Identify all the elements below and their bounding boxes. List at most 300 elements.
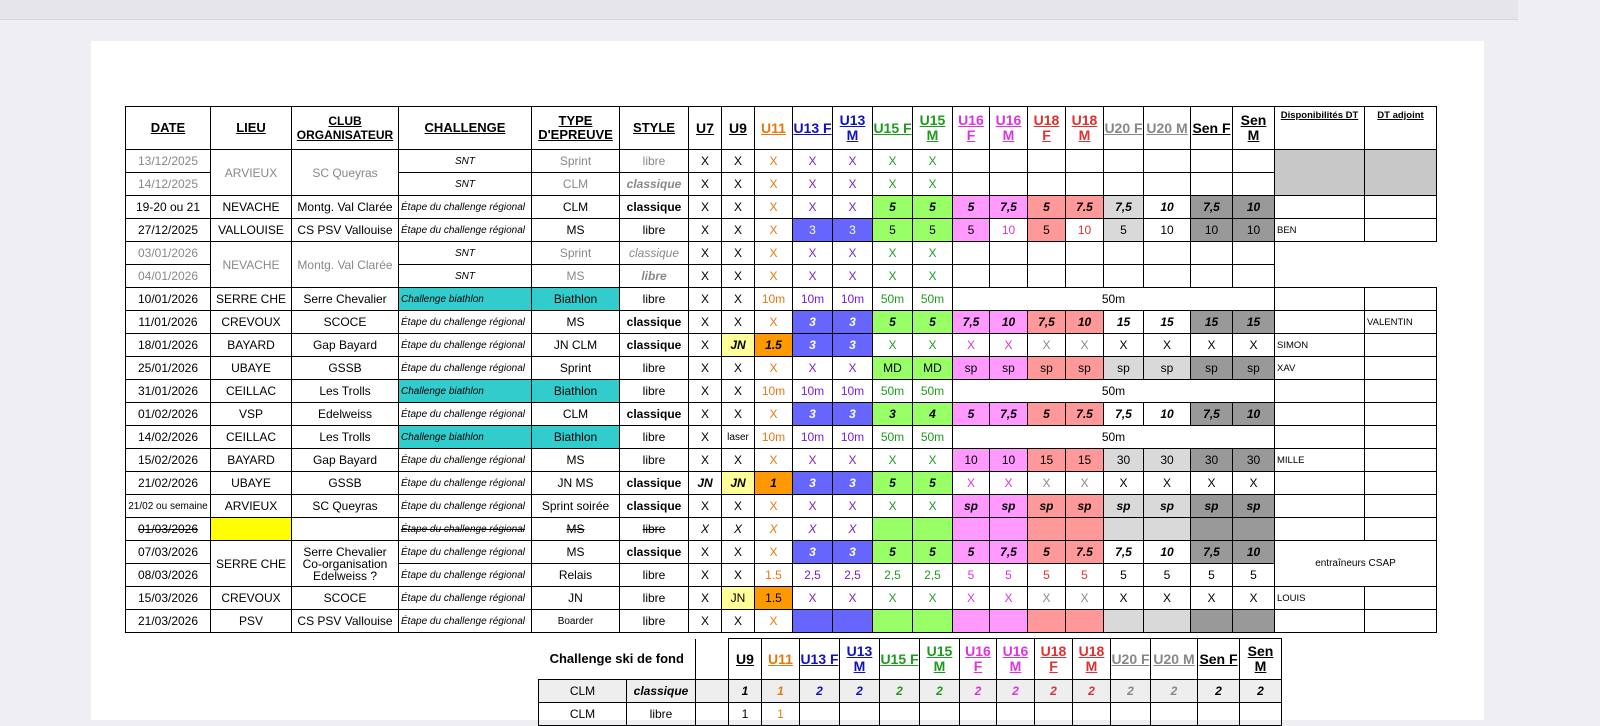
cell-category [793, 610, 833, 633]
ski-cell-points [920, 703, 960, 726]
ski-cell-points [1035, 703, 1073, 726]
cell-category [1028, 265, 1066, 288]
table-row [126, 150, 1437, 173]
col-senf: Sen F [1191, 107, 1233, 150]
cell-category [1104, 518, 1144, 541]
cell-lieu: CREVOUX [211, 587, 292, 610]
cell-category [990, 610, 1028, 633]
cell-style: libre [620, 150, 689, 173]
cell-category: 7,5 [990, 541, 1028, 564]
cell-category: X [722, 265, 755, 288]
cell-category: 3 [793, 219, 833, 242]
viewer-toolbar [0, 0, 1518, 20]
cell-category: X [873, 265, 913, 288]
ski-col-u15m: U15 M [920, 639, 960, 680]
cell-type: Boarder [532, 610, 620, 633]
cell-type: Relais [532, 564, 620, 587]
ski-cell-style: libre [627, 703, 696, 726]
cell-category [833, 610, 873, 633]
cell-category: 3 [793, 311, 833, 334]
cell-type: Sprint [532, 242, 620, 265]
ski-col-u18f: U18 F [1035, 639, 1073, 680]
cell-category: 1.5 [755, 587, 793, 610]
cell-dt-adjoint [1365, 587, 1437, 610]
cell-category: 7,5 [953, 311, 990, 334]
cell-challenge: Étape du challenge régional [399, 564, 532, 587]
cell-category: X [793, 495, 833, 518]
cell-dispo-dt [1275, 610, 1365, 633]
cell-category: 30 [1191, 449, 1233, 472]
cell-dt-adjoint [1365, 150, 1437, 196]
cell-lieu: PSV [211, 610, 292, 633]
col-u18m: U18 M [1066, 107, 1104, 150]
cell-category [1066, 173, 1104, 196]
cell-dispo-dt [1275, 495, 1365, 518]
cell-dt-adjoint [1365, 357, 1437, 380]
cell-category: X [1191, 334, 1233, 357]
cell-category: X [689, 357, 722, 380]
cell-type: JN [532, 587, 620, 610]
cell-dt-adjoint [1365, 334, 1437, 357]
cell-category: 10m [755, 426, 793, 449]
cell-category: X [755, 173, 793, 196]
cell-date: 25/01/2026 [126, 357, 211, 380]
table-row [126, 426, 1437, 449]
cell-category: X [1066, 587, 1104, 610]
cell-dispo-dt [1275, 472, 1365, 495]
cell-dt-adjoint [1365, 403, 1437, 426]
cell-date: 18/01/2026 [126, 334, 211, 357]
table-row [126, 380, 1437, 403]
cell-type: Sprint [532, 150, 620, 173]
cell-category: X [722, 288, 755, 311]
cell-category: X [689, 541, 722, 564]
ski-cell-blank [696, 680, 729, 703]
cell-dispo-dt [1275, 150, 1365, 196]
cell-category: 50m [913, 426, 953, 449]
cell-category [953, 265, 990, 288]
cell-category: X [689, 518, 722, 541]
table-row [126, 357, 1437, 380]
cell-category: 5 [873, 219, 913, 242]
cell-category: 50m [913, 288, 953, 311]
ski-cell-points: 2 [997, 680, 1035, 703]
cell-style: libre [620, 219, 689, 242]
cell-date: 11/01/2026 [126, 311, 211, 334]
cell-category: X [722, 196, 755, 219]
cell-category [990, 242, 1028, 265]
cell-category: 3 [793, 472, 833, 495]
col-date: DATE [126, 107, 211, 150]
cell-category: X [833, 495, 873, 518]
cell-category: 5 [953, 541, 990, 564]
cell-category: X [689, 587, 722, 610]
cell-category: 30 [1104, 449, 1144, 472]
cell-category [1233, 173, 1275, 196]
table-row [126, 541, 1437, 564]
cell-category: X [1104, 334, 1144, 357]
cell-challenge: Étape du challenge régional [399, 449, 532, 472]
cell-category [1028, 518, 1066, 541]
ski-cell-type: CLM [539, 703, 627, 726]
cell-style: libre [620, 564, 689, 587]
cell-category: 3 [833, 219, 873, 242]
cell-category: sp [990, 495, 1028, 518]
cell-category: X [953, 334, 990, 357]
cell-category: X [755, 495, 793, 518]
cell-category: X [722, 610, 755, 633]
cell-dispo-dt [1275, 403, 1365, 426]
cell-category: 5 [1066, 564, 1104, 587]
cell-category [1233, 150, 1275, 173]
header-row [126, 107, 1437, 150]
cell-dt-adjoint [1365, 610, 1437, 633]
calendar-table [125, 106, 1437, 633]
cell-category [953, 518, 990, 541]
cell-category: X [873, 587, 913, 610]
cell-category: sp [990, 357, 1028, 380]
cell-style: classique [620, 173, 689, 196]
cell-category: 50m [913, 380, 953, 403]
cell-category: 10m [833, 426, 873, 449]
cell-category: 5 [1028, 196, 1066, 219]
cell-category: X [873, 495, 913, 518]
cell-category: X [689, 150, 722, 173]
cell-category [913, 610, 953, 633]
cell-category: X [755, 219, 793, 242]
cell-category: MD [913, 357, 953, 380]
cell-category: 10 [1144, 196, 1191, 219]
table-row [126, 518, 1437, 541]
table-row [126, 472, 1437, 495]
ski-cell-points [960, 703, 997, 726]
ski-cell-type: CLM [539, 680, 627, 703]
ski-col-u15f: U15 F [880, 639, 920, 680]
cell-dispo-dt: SIMON [1275, 334, 1365, 357]
cell-category: sp [1144, 495, 1191, 518]
cell-category: X [793, 242, 833, 265]
cell-category [1066, 518, 1104, 541]
cell-category: sp [953, 495, 990, 518]
cell-category: 5 [913, 219, 953, 242]
cell-club: CS PSV Vallouise [292, 219, 399, 242]
ski-col-u9: U9 [729, 639, 762, 680]
cell-style: classique [620, 196, 689, 219]
ski-cell-points: 2 [1035, 680, 1073, 703]
table-row [126, 219, 1437, 242]
cell-challenge: Challenge biathlon [399, 380, 532, 403]
cell-category: X [689, 426, 722, 449]
cell-style: libre [620, 587, 689, 610]
cell-club: Les Trolls [292, 380, 399, 403]
cell-category: X [833, 196, 873, 219]
ski-cell-points: 2 [1151, 680, 1198, 703]
cell-type: Sprint [532, 357, 620, 380]
table-row [126, 311, 1437, 334]
cell-style: libre [620, 426, 689, 449]
cell-category: X [833, 518, 873, 541]
cell-club [292, 518, 399, 541]
col-u13f: U13 F [793, 107, 833, 150]
cell-category: 2,5 [793, 564, 833, 587]
cell-category: 10 [1066, 219, 1104, 242]
cell-dispo-dt [1275, 311, 1365, 334]
col-u18f: U18 F [1028, 107, 1066, 150]
ski-cell-points: 1 [762, 703, 800, 726]
cell-category: sp [1191, 495, 1233, 518]
ski-cell-points: 2 [1240, 680, 1282, 703]
cell-category: X [755, 518, 793, 541]
cell-date: 31/01/2026 [126, 380, 211, 403]
cell-category: X [1144, 334, 1191, 357]
cell-category [1191, 610, 1233, 633]
col-u15m: U15 M [913, 107, 953, 150]
cell-type: MS [532, 219, 620, 242]
cell-category: X [689, 610, 722, 633]
cell-dt-adjoint [1365, 380, 1437, 403]
cell-category: 7,5 [1028, 311, 1066, 334]
cell-category: X [689, 242, 722, 265]
table-row [126, 587, 1437, 610]
cell-category: 10m [755, 288, 793, 311]
cell-challenge: SNT [399, 265, 532, 288]
cell-dispo-dt: LOUIS [1275, 587, 1365, 610]
cell-category [1144, 518, 1191, 541]
cell-dispo-dt: MILLE [1275, 449, 1365, 472]
cell-category: 10 [1233, 541, 1275, 564]
cell-dispo-dt [1275, 196, 1365, 219]
cell-category: JN [689, 472, 722, 495]
cell-lieu: UBAYE [211, 472, 292, 495]
cell-category: sp [1191, 357, 1233, 380]
col-u15f: U15 F [873, 107, 913, 150]
col-senm: Sen M [1233, 107, 1275, 150]
cell-category: X [913, 173, 953, 196]
cell-dt-adjoint [1365, 518, 1437, 541]
cell-type: Biathlon [532, 288, 620, 311]
cell-lieu: SERRE CHE [211, 288, 292, 311]
ski-cell-style: classique [627, 680, 696, 703]
cell-category: 1 [755, 472, 793, 495]
cell-category: 15 [1028, 449, 1066, 472]
cell-category: X [913, 150, 953, 173]
cell-category: 10 [1144, 403, 1191, 426]
cell-dt-adjoint [1365, 495, 1437, 518]
ski-col-u13f: U13 F [800, 639, 840, 680]
cell-category: 7,5 [1104, 196, 1144, 219]
cell-category: X [689, 196, 722, 219]
cell-category: 5 [1104, 219, 1144, 242]
cell-category: 15 [1144, 311, 1191, 334]
cell-category: X [722, 449, 755, 472]
cell-category: sp [953, 357, 990, 380]
cell-dt-adjoint: VALENTIN [1365, 311, 1437, 334]
cell-category [1104, 150, 1144, 173]
cell-challenge: Étape du challenge régional [399, 357, 532, 380]
cell-category: 10m [793, 288, 833, 311]
cell-category: JN [722, 472, 755, 495]
cell-category [873, 518, 913, 541]
cell-category: X [1104, 587, 1144, 610]
cell-challenge: Étape du challenge régional [399, 495, 532, 518]
cell-category: X [793, 265, 833, 288]
cell-lieu: CEILLAC [211, 380, 292, 403]
cell-category [1233, 242, 1275, 265]
cell-category: X [913, 334, 953, 357]
cell-category: 1.5 [755, 564, 793, 587]
cell-category: JN [722, 334, 755, 357]
cell-distance-span: 50m [953, 380, 1275, 403]
cell-category [1191, 173, 1233, 196]
cell-category: X [755, 541, 793, 564]
cell-category [953, 610, 990, 633]
cell-category: 5 [873, 541, 913, 564]
cell-category: 5 [1028, 403, 1066, 426]
cell-category: X [755, 150, 793, 173]
cell-type: MS [532, 518, 620, 541]
ski-col-u18m: U18 M [1073, 639, 1111, 680]
cell-club: GSSB [292, 472, 399, 495]
cell-category: X [1191, 472, 1233, 495]
table-row [126, 403, 1437, 426]
cell-date: 07/03/2026 [126, 541, 211, 564]
cell-category: X [722, 403, 755, 426]
cell-category: 5 [873, 311, 913, 334]
cell-category: 1.5 [755, 334, 793, 357]
cell-date: 14/12/2025 [126, 173, 211, 196]
cell-category: 15 [1191, 311, 1233, 334]
cell-category: X [1233, 587, 1275, 610]
ski-cell-points: 2 [800, 680, 840, 703]
ski-cell-points: 2 [1198, 680, 1240, 703]
cell-category: 15 [1066, 449, 1104, 472]
cell-lieu: UBAYE [211, 357, 292, 380]
cell-category [990, 173, 1028, 196]
cell-category [1144, 150, 1191, 173]
cell-category: 15 [1233, 311, 1275, 334]
cell-style: classique [620, 472, 689, 495]
ski-col-u20f: U20 F [1111, 639, 1151, 680]
cell-category [873, 610, 913, 633]
cell-date: 01/02/2026 [126, 403, 211, 426]
cell-club: Gap Bayard [292, 334, 399, 357]
cell-club: Les Trolls [292, 426, 399, 449]
cell-category: 30 [1233, 449, 1275, 472]
cell-category: X [1028, 334, 1066, 357]
cell-category: X [689, 334, 722, 357]
cell-category: 5 [953, 219, 990, 242]
cell-style: libre [620, 610, 689, 633]
cell-category [1233, 265, 1275, 288]
cell-category: X [793, 357, 833, 380]
cell-category: sp [1066, 495, 1104, 518]
cell-challenge: Étape du challenge régional [399, 403, 532, 426]
cell-lieu: NEVACHE [211, 242, 292, 288]
cell-category: 7.5 [1066, 403, 1104, 426]
cell-lieu: CREVOUX [211, 311, 292, 334]
cell-club: SC Queyras [292, 150, 399, 196]
cell-category: 7.5 [1066, 196, 1104, 219]
cell-category: X [722, 541, 755, 564]
cell-category: sp [1066, 357, 1104, 380]
cell-category: X [833, 173, 873, 196]
cell-category: sp [1028, 357, 1066, 380]
col-club: CLUB ORGANISATEUR [292, 107, 399, 150]
cell-date: 21/02/2026 [126, 472, 211, 495]
cell-dt-adjoint [1365, 449, 1437, 472]
cell-category [1066, 242, 1104, 265]
cell-category [1144, 242, 1191, 265]
col-u9: U9 [722, 107, 755, 150]
cell-category: X [1066, 334, 1104, 357]
cell-category [1066, 150, 1104, 173]
cell-challenge: Étape du challenge régional [399, 311, 532, 334]
cell-category: 5 [913, 472, 953, 495]
cell-category: 7,5 [990, 196, 1028, 219]
cell-category [953, 173, 990, 196]
cell-lieu: VALLOUISE [211, 219, 292, 242]
cell-challenge: Étape du challenge régional [399, 196, 532, 219]
cell-club: Serre Chevalier Co-organisation Edelweiss ? [292, 541, 399, 587]
cell-category: X [793, 518, 833, 541]
cell-challenge: Étape du challenge régional [399, 610, 532, 633]
cell-category: X [722, 495, 755, 518]
ski-col-senf: Sen F [1198, 639, 1240, 680]
cell-category: X [689, 403, 722, 426]
cell-category: X [833, 449, 873, 472]
cell-date: 15/02/2026 [126, 449, 211, 472]
cell-category: 5 [873, 196, 913, 219]
cell-category: X [755, 196, 793, 219]
cell-type: MS [532, 449, 620, 472]
col-type: TYPE D'EPREUVE [532, 107, 620, 150]
ski-cell-points [1151, 703, 1198, 726]
cell-challenge: SNT [399, 173, 532, 196]
cell-category: sp [1104, 495, 1144, 518]
cell-category: sp [1144, 357, 1191, 380]
cell-category [1066, 265, 1104, 288]
cell-category [953, 150, 990, 173]
cell-category: 3 [833, 311, 873, 334]
cell-type: Biathlon [532, 380, 620, 403]
cell-category: X [793, 150, 833, 173]
cell-date: 13/12/2025 [126, 150, 211, 173]
cell-challenge: Étape du challenge régional [399, 472, 532, 495]
cell-distance-span: 50m [953, 288, 1275, 311]
ski-blank [696, 639, 729, 680]
cell-style: classique [620, 334, 689, 357]
cell-challenge: Étape du challenge régional [399, 587, 532, 610]
cell-category: 5 [1233, 564, 1275, 587]
col-u20m: U20 M [1144, 107, 1191, 150]
cell-category: X [755, 449, 793, 472]
cell-type: Biathlon [532, 426, 620, 449]
cell-category: 7,5 [990, 403, 1028, 426]
ski-body [539, 680, 1282, 726]
cell-style: libre [620, 449, 689, 472]
col-u13m: U13 M [833, 107, 873, 150]
cell-dispo-dt [1275, 518, 1365, 541]
cell-category: X [833, 265, 873, 288]
cell-category: 10m [833, 288, 873, 311]
col-u7: U7 [689, 107, 722, 150]
cell-category: X [722, 242, 755, 265]
cell-category: 10m [833, 380, 873, 403]
cell-club: SC Queyras [292, 495, 399, 518]
cell-type: MS [532, 541, 620, 564]
cell-category: MD [873, 357, 913, 380]
document-page [91, 41, 1484, 720]
